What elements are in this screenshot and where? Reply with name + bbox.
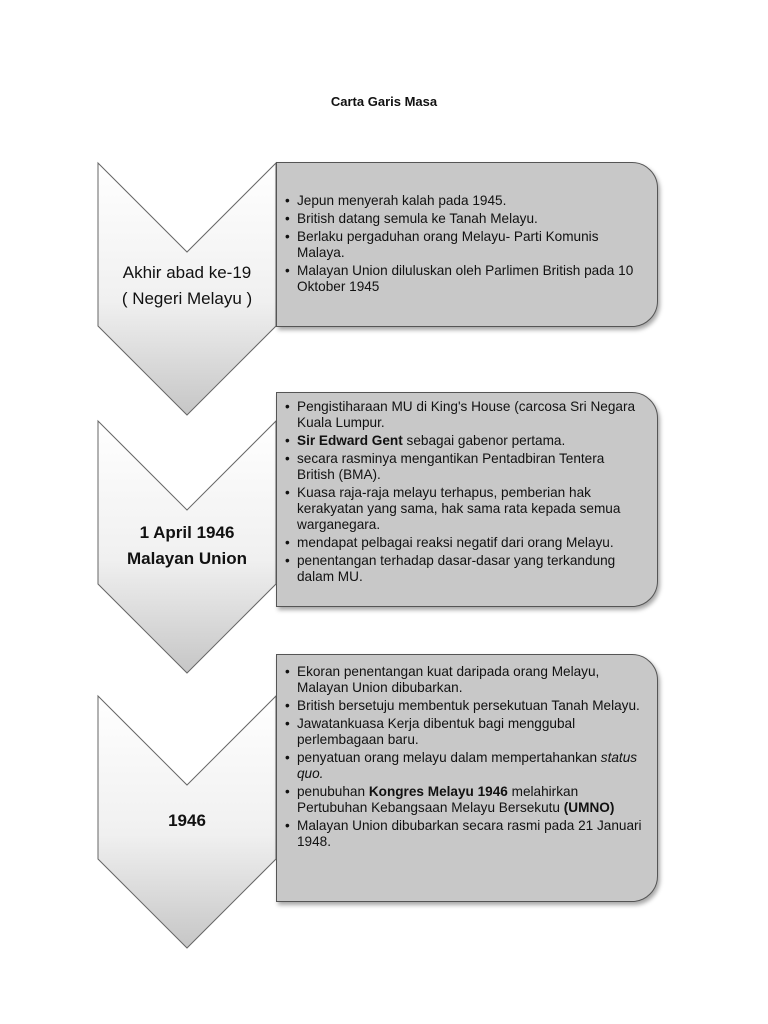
list-item [285,433,643,449]
page-title: Carta Garis Masa [330,94,438,109]
list-item: • Malayan Union dibubarkan secara rasmi pada 21 Januari 1948. [285,818,643,850]
stage-2-box [276,392,658,607]
list-item-text: melahirkan Pertubuhan Kebangsaan Melayu Bersekutu [297,784,579,815]
list-item: • Jepun menyerah kalah pada 1945. [285,193,643,209]
stage-2-label [99,520,275,571]
stage-1-list [285,193,643,295]
stage-3-box [276,654,658,902]
list-item-text: sebagai gabenor pertama. [402,433,566,448]
list-item: • Jawatankuasa Kerja dibentuk bagi menggubal perlembagaan baru. [285,716,643,748]
list-item: • Pengistiharaan MU di King's House (carcosa Sri Negara Kuala Lumpur. [285,399,643,431]
list-item: • Ekoran penentangan kuat daripada orang Melayu, Malayan Union dibubarkan. [285,664,643,696]
emphasis-text: (UMNO) [563,800,615,815]
stage-1-label-line1: Akhir abad ke-19 [122,263,252,282]
stage-2-label-line2: Malayan Union [127,548,247,568]
stage-1-label [99,260,275,311]
list-item-text: penubuhan [297,784,369,799]
emphasis-text: status quo. [297,750,638,781]
stage-3-label-line1: 1946 [168,811,206,830]
emphasis-text: Sir Edward Gent [297,433,403,448]
stage-2-list [285,399,643,585]
list-item: • British bersetuju membentuk persekutuan Tanah Melayu. [285,698,643,714]
list-item: • Berlaku pergaduhan orang Melayu- Parti Komunis Malaya. [285,229,643,261]
stage-1-box [276,162,658,327]
list-item [285,784,643,816]
stage-1-label-line2: ( Negeri Melayu ) [121,288,253,308]
list-item: • Kuasa raja-raja melayu terhapus, pemberian hak kerakyatan yang sama, hak sama rata kepada semua warganegara. [285,485,643,533]
stage-2-label-line1: 1 April 1946 [139,523,235,542]
emphasis-text: Kongres Melayu 1946 [368,784,508,799]
list-item: • British datang semula ke Tanah Melayu. [285,211,643,227]
list-item: • penentangan terhadap dasar-dasar yang terkandung dalam MU. [285,553,643,585]
list-item: • mendapat pelbagai reaksi negatif dari orang Melayu. [285,535,643,551]
list-item-text: penyatuan orang melayu dalam mempertahankan [297,750,601,765]
list-item: • Malayan Union diluluskan oleh Parlimen British pada 10 Oktober 1945 [285,263,643,295]
list-item: • secara rasminya mengantikan Pentadbiran Tentera British (BMA). [285,451,643,483]
stage-3-label [99,808,275,834]
list-item [285,750,643,782]
stage-3-list [285,664,643,850]
